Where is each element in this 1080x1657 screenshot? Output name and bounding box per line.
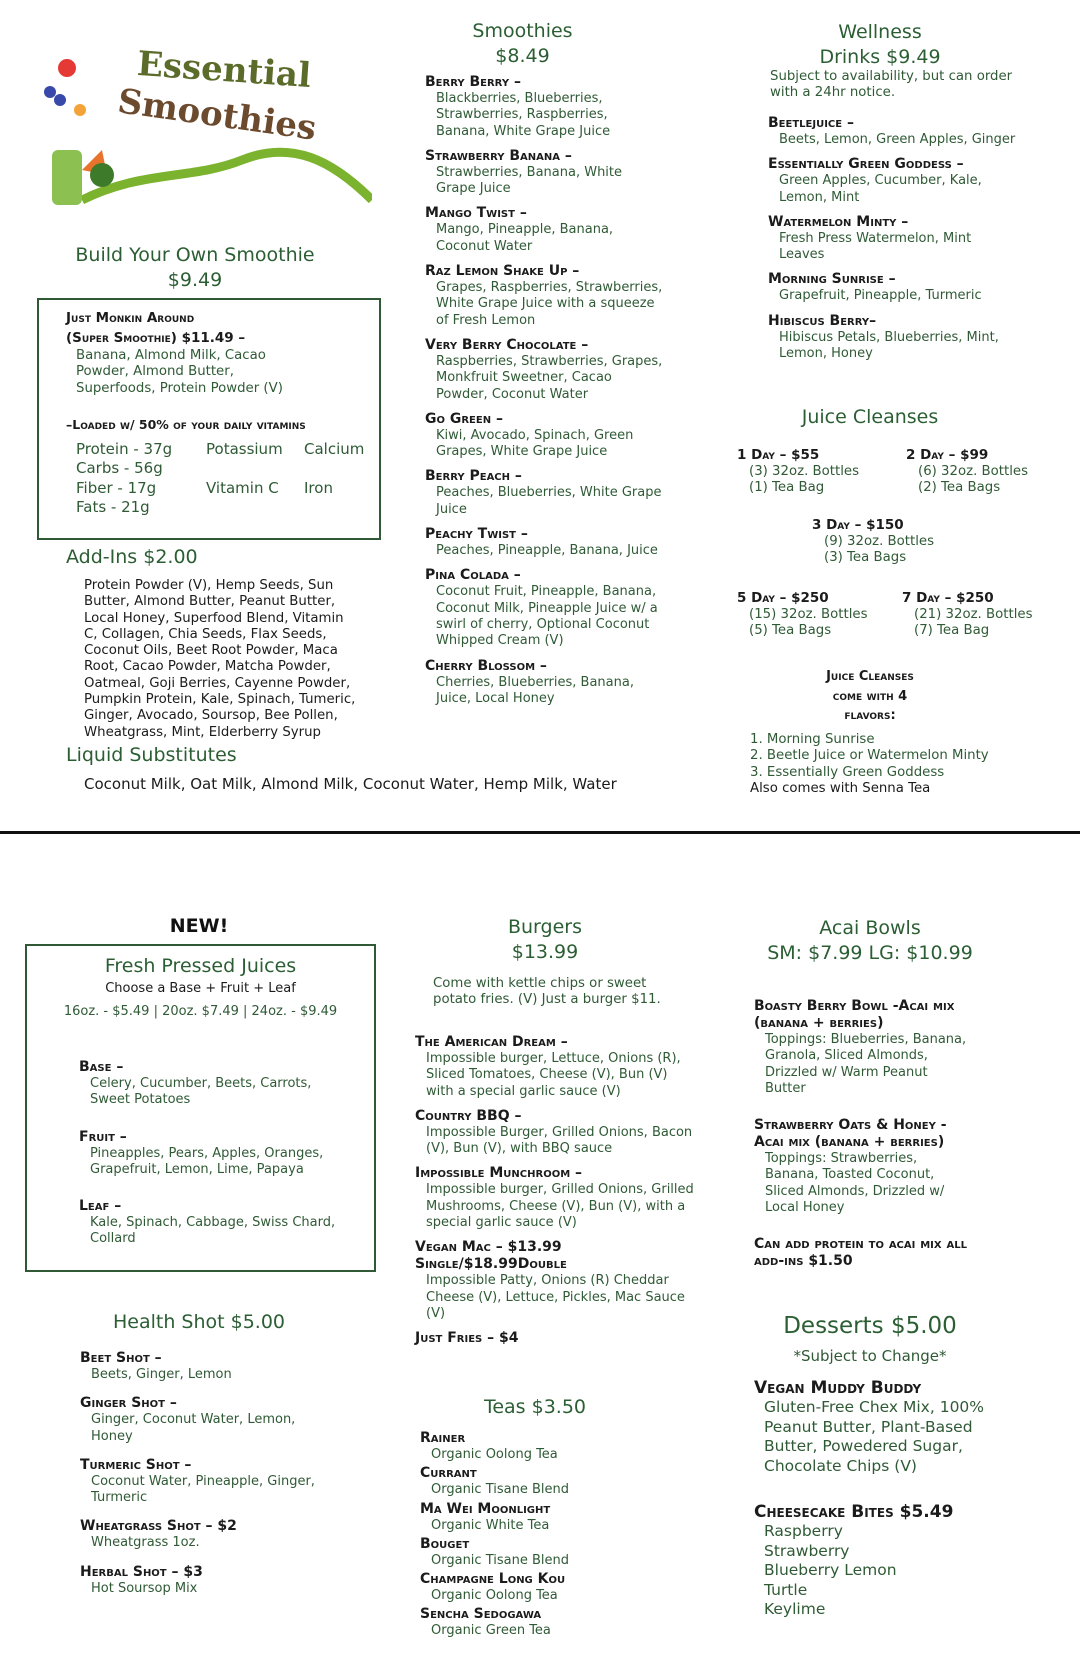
plan-name: 3 Day – $150 <box>812 517 904 533</box>
item-name: Wheatgrass Shot – $2 <box>80 1518 237 1535</box>
menu-item <box>80 1518 340 1551</box>
super-smoothie-name: Just Monkin Around <box>66 310 195 326</box>
item-name: Fruit – <box>79 1128 127 1145</box>
menu-item <box>768 214 1018 264</box>
item-desc: Strawberries, Banana, White Grape Juice <box>436 164 623 197</box>
menu-item <box>425 526 665 559</box>
teas-list <box>420 1422 670 1640</box>
teas-title: Teas $3.50 <box>483 1396 587 1418</box>
liquids-title: Liquid Substitutes <box>66 744 237 766</box>
plan-bottles: (21) 32oz. Bottles <box>914 607 1033 622</box>
item-desc: Coconut Fruit, Pineapple, Banana, Coconut Milk, Pineapple Juice w/ a swirl of cherry, Optional Coconut Whipped Cream (V) <box>436 584 658 649</box>
menu-item <box>425 411 665 461</box>
menu-item <box>768 115 1018 148</box>
item-name: Very Berry Chocolate – <box>425 336 589 353</box>
burgers-price: $13.99 <box>511 941 579 963</box>
menu-item <box>425 205 665 255</box>
burgers-title: Burgers <box>507 916 582 938</box>
nutrient-item <box>304 459 384 479</box>
cleanse-plan <box>737 446 907 497</box>
menu-item <box>79 1059 339 1109</box>
nutrient-item: Calcium <box>304 439 365 458</box>
dessert-name: Cheesecake Bites $5.49 <box>754 1502 954 1522</box>
menu-item <box>420 1606 670 1639</box>
item-desc: Wheatgrass 1oz. <box>91 1535 200 1551</box>
menu-item <box>80 1395 340 1445</box>
item-desc: Beets, Lemon, Green Apples, Ginger <box>779 132 1016 147</box>
item-desc: Peaches, Pineapple, Banana, Juice <box>436 543 658 559</box>
item-name: Herbal Shot – $3 <box>80 1563 203 1580</box>
item-desc: Cherries, Blueberries, Banana, Juice, Local Honey <box>436 674 634 706</box>
addins-list: Protein Powder (V), Hemp Seeds, Sun Butter, Almond Butter, Peanut Butter, Local Honey, Superfood Blend, Vitamin C, Collagen, Chia Seeds, Flax Seeds, Coconut Oils, Beet Root Powder, Maca Root, Cacao Powder, Matcha Powder, Oatmeal, Goji Berries, Cayenne Powder, Pumpkin Protein, Kale, Spinach, Tumeric, Ginger, Avocado, Soursop, Bee Pollen, Wheatgrass, Mint, Elderberry Syrup <box>84 578 356 740</box>
cleanse-flavors <box>750 732 989 797</box>
item-name: Leaf – <box>79 1198 122 1215</box>
plan-tea: (1) Tea Bag <box>749 480 825 496</box>
item-name: Ginger Shot – <box>80 1395 177 1412</box>
item-name: Strawberry Banana – <box>425 147 572 164</box>
fresh-list <box>79 1051 339 1248</box>
menu-item <box>415 1108 695 1158</box>
nutrient-item <box>206 498 304 518</box>
super-smoothie-desc: Banana, Almond Milk, Cacao Powder, Almond Butter, Superfoods, Protein Powder (V) <box>76 348 283 396</box>
item-desc: Fresh Press Watermelon, Mint Leaves <box>779 230 972 263</box>
burgers-header <box>440 915 650 965</box>
nutrient-item: Potassium <box>206 439 283 458</box>
item-desc: Beets, Ginger, Lemon <box>91 1367 232 1382</box>
item-name: Hibiscus Berry– <box>768 312 877 329</box>
plan-bottles: (15) 32oz. Bottles <box>749 607 868 622</box>
menu-item <box>754 1117 969 1216</box>
plan-tea: (2) Tea Bags <box>918 480 1001 496</box>
acai-price: SM: $7.99 LG: $10.99 <box>767 942 973 964</box>
item-name: Vegan Mac – $13.99 Single/$18.99Double <box>415 1239 567 1273</box>
item-name: Currant <box>420 1465 477 1482</box>
desserts-title: Desserts $5.00 <box>783 1313 957 1339</box>
item-desc: Pineapples, Pears, Apples, Oranges, Grapefruit, Lemon, Lime, Papaya <box>90 1145 324 1177</box>
plan-name: 2 Day – $99 <box>906 447 989 463</box>
item-desc: Green Apples, Cucumber, Kale, Lemon, Mint <box>779 173 982 205</box>
menu-item <box>754 1236 969 1270</box>
flavor-item: 1. Morning Sunrise <box>750 732 875 747</box>
menu-item <box>754 998 969 1097</box>
item-desc: Coconut Water, Pineapple, Ginger, Turmeric <box>91 1473 315 1506</box>
item-name: Boasty Berry Bowl -Acai mix (banana + berries) <box>754 998 955 1031</box>
item-desc: Impossible Patty, Onions (R) Cheddar Cheese (V), Lettuce, Pickles, Mac Sauce (V) <box>426 1273 685 1321</box>
item-desc: Organic Green Tea <box>431 1623 551 1639</box>
super-smoothie-price: (Super Smoothie) $11.49 – <box>66 330 246 346</box>
item-desc: Impossible burger, Grilled Onions, Grilled Mushrooms, Cheese (V), Bun (V), with a special garlic sauce (V) <box>426 1182 694 1231</box>
super-smoothie-box <box>37 298 381 540</box>
item-desc: Hot Soursop Mix <box>91 1580 198 1596</box>
cleanse-plan <box>812 516 982 567</box>
fresh-title: Fresh Pressed Juices <box>104 955 297 977</box>
plan-bottles: (6) 32oz. Bottles <box>918 464 1029 479</box>
item-desc: Kale, Spinach, Cabbage, Swiss Chard, Collard <box>90 1215 336 1247</box>
logo-text-essential: Essential <box>135 43 313 97</box>
fresh-sub: Choose a Base + Fruit + Leaf <box>105 981 296 996</box>
menu-item <box>420 1571 670 1604</box>
item-name: The American Dream – <box>415 1034 568 1050</box>
item-name: Beetlejuice – <box>768 115 854 131</box>
menu-item <box>420 1536 670 1569</box>
plan-name: 1 Day – $55 <box>737 447 820 463</box>
menu-item <box>425 263 665 329</box>
item-desc: Celery, Cucumber, Beets, Carrots, Sweet Potatoes <box>90 1076 312 1108</box>
cleanse-note-2: come with 4 <box>832 688 908 704</box>
dessert-name: Vegan Muddy Buddy <box>754 1378 922 1398</box>
plan-tea: (5) Tea Bags <box>749 623 832 639</box>
menu-item <box>80 1350 340 1383</box>
menu-item <box>768 156 1018 206</box>
item-desc: Blackberries, Blueberries, Strawberries, Raspberries, Banana, White Grape Juice <box>436 91 611 139</box>
item-name: Berry Berry – <box>425 74 521 90</box>
build-price: $9.49 <box>167 269 223 291</box>
nutrient-item: Vitamin C <box>206 478 279 497</box>
addins-title: Add-Ins $2.00 <box>66 546 198 568</box>
cleanse-note-3: flavors: <box>844 708 896 723</box>
menu-item <box>80 1564 340 1597</box>
cleanse-note <box>770 667 970 726</box>
logo-text-smoothies: Smoothies <box>115 81 319 149</box>
acai-header <box>760 916 980 966</box>
new-label: NEW! <box>169 915 229 937</box>
acai-list <box>754 990 969 1270</box>
smoothies-list <box>425 66 665 707</box>
plan-bottles: (3) 32oz. Bottles <box>749 464 860 479</box>
build-section-title <box>20 243 370 293</box>
plan-tea: (3) Tea Bags <box>824 550 907 566</box>
item-desc: Organic Oolong Tea <box>431 1447 558 1462</box>
item-name: Bouget <box>420 1535 470 1552</box>
item-name: Pina Colada – <box>425 567 521 584</box>
menu-item <box>415 1165 695 1231</box>
menu-item <box>768 313 1018 363</box>
item-name: Cherry Blossom – <box>425 657 547 674</box>
item-desc: Organic Tisane Blend <box>431 1552 569 1568</box>
menu-item <box>768 271 1018 304</box>
item-desc: Ginger, Coconut Water, Lemon, Honey <box>91 1412 296 1444</box>
plan-bottles: (9) 32oz. Bottles <box>824 534 935 549</box>
menu-item <box>420 1430 670 1463</box>
menu-item <box>79 1198 339 1248</box>
loaded-note: –Loaded w/ 50% of your daily vitamins <box>66 416 306 432</box>
item-name: Just Fries – $4 <box>415 1330 519 1347</box>
item-desc: Toppings: Blueberries, Banana, Granola, Sliced Almonds, Drizzled w/ Warm Peanut Butter <box>765 1032 967 1096</box>
item-name: Champagne Long Kou <box>420 1571 566 1588</box>
item-desc: Grapes, Raspberries, Strawberries, White Grape Juice with a squeeze of Fresh Lemon <box>436 280 663 328</box>
cleanse-plan <box>902 589 1072 640</box>
wellness-header <box>780 20 980 70</box>
logo <box>42 43 372 235</box>
burgers-list <box>415 1026 695 1347</box>
item-name: Go Green – <box>425 410 503 427</box>
desserts-list <box>754 1378 994 1620</box>
wellness-note: Subject to availability, but can order with a 24hr notice. <box>770 69 1013 101</box>
shots-title: Health Shot $5.00 <box>112 1311 286 1333</box>
section-divider <box>0 831 1080 834</box>
menu-item <box>80 1457 340 1507</box>
smoothies-title: Smoothies <box>472 20 573 42</box>
item-name: Essentially Green Goddess – <box>768 156 964 173</box>
menu-item <box>425 567 665 649</box>
item-name: Morning Sunrise – <box>768 271 896 288</box>
item-name: Berry Peach – <box>425 468 522 485</box>
wellness-title: Wellness <box>838 21 922 43</box>
menu-item <box>425 148 665 198</box>
nutrient-item: Carbs - 56g <box>76 459 163 478</box>
item-name: Turmeric Shot – <box>80 1456 192 1473</box>
menu-item <box>415 1034 695 1100</box>
item-name: Can add protein to acai mix all add-ins $1.50 <box>754 1236 967 1270</box>
plan-tea: (7) Tea Bag <box>914 623 990 639</box>
cleanse-plan <box>737 589 907 640</box>
item-name: Raz Lemon Shake Up – <box>425 263 580 280</box>
item-desc: Peaches, Blueberries, White Grape Juice <box>436 485 662 517</box>
item-name: Sencha Sedogawa <box>420 1606 542 1623</box>
menu-item <box>420 1465 670 1498</box>
item-name: Country BBQ – <box>415 1107 522 1124</box>
item-name: Strawberry Oats & Honey -Acai mix (banana + berries) <box>754 1117 947 1151</box>
nutrient-item <box>206 459 304 479</box>
nutrient-item <box>304 498 384 518</box>
nutrient-item: Iron <box>304 478 333 497</box>
cleanses-title: Juice Cleanses <box>801 406 939 428</box>
dessert-desc: Gluten-Free Chex Mix, 100% Peanut Butter, Plant-Based Butter, Powedered Sugar, Chocolate Chips (V) <box>764 1398 985 1475</box>
menu-item <box>415 1239 695 1322</box>
smoothies-header <box>420 19 625 69</box>
nutrient-item: Protein - 37g <box>76 439 173 458</box>
nutrient-item: Fiber - 17g <box>76 478 157 497</box>
item-name: Beet Shot – <box>80 1350 162 1366</box>
desserts-note: *Subject to Change* <box>793 1347 947 1365</box>
item-desc: Hibiscus Petals, Blueberries, Mint, Lemon, Honey <box>779 329 999 362</box>
nutrients-grid <box>66 440 366 518</box>
fresh-juices-box <box>25 944 376 1272</box>
menu-item <box>425 468 665 518</box>
item-desc: Raspberries, Strawberries, Grapes, Monkfruit Sweetner, Cacao Powder, Coconut Water <box>436 353 663 402</box>
cleanse-note-1: Juice Cleanses <box>826 669 914 684</box>
item-desc: Organic Tisane Blend <box>431 1482 569 1498</box>
menu-item <box>420 1501 670 1534</box>
item-name: Rainer <box>420 1430 466 1446</box>
burgers-note: Come with kettle chips or sweet potato fries. (V) Just a burger $11. <box>433 976 661 1008</box>
cleanse-plan <box>906 446 1076 497</box>
nutrient-item: Fats - 21g <box>76 498 150 517</box>
wellness-title-price: Drinks $9.49 <box>819 46 941 68</box>
item-desc: Kiwi, Avocado, Spinach, Green Grapes, White Grape Juice <box>436 427 634 460</box>
item-desc: Impossible burger, Lettuce, Onions (R), Sliced Tomatoes, Cheese (V), Bun (V) with a special garlic sauce (V) <box>426 1051 681 1099</box>
plan-name: 7 Day – $250 <box>902 590 994 606</box>
item-desc: Mango, Pineapple, Banana, Coconut Water <box>436 222 614 254</box>
item-desc: Organic Oolong Tea <box>431 1588 558 1604</box>
flavor-item: 3. Essentially Green Goddess <box>750 764 945 780</box>
flavor-item: 2. Beetle Juice or Watermelon Minty <box>750 748 989 764</box>
item-name: Impossible Munchroom – <box>415 1165 583 1182</box>
item-desc: Organic White Tea <box>431 1517 550 1533</box>
item-desc: Grapefruit, Pineapple, Turmeric <box>779 288 982 304</box>
item-name: Watermelon Minty – <box>768 213 909 230</box>
smoothies-price: $8.49 <box>495 45 550 67</box>
shots-list <box>80 1342 340 1597</box>
wellness-list <box>768 107 1018 362</box>
menu-item <box>425 658 665 708</box>
fresh-sizes: 16oz. - $5.49 | 20oz. $7.49 | 24oz. - $9.49 <box>63 1004 338 1019</box>
item-name: Peachy Twist – <box>425 526 528 543</box>
dessert-desc: Raspberry Strawberry Blueberry Lemon Turtle Keylime <box>764 1522 897 1618</box>
menu-item <box>425 337 665 403</box>
item-desc: Toppings: Strawberries, Banana, Toasted Coconut, Sliced Almonds, Drizzled w/ Local Honey <box>765 1151 945 1216</box>
menu-item <box>425 74 665 140</box>
flavor-item: Also comes with Senna Tea <box>750 780 931 796</box>
item-name: Mango Twist – <box>425 205 527 222</box>
liquids-list: Coconut Milk, Oat Milk, Almond Milk, Coconut Water, Hemp Milk, Water <box>84 775 617 793</box>
item-desc: Impossible Burger, Grilled Onions, Bacon (V), Bun (V), with BBQ sauce <box>426 1124 693 1157</box>
item-name: Ma Wei Moonlight <box>420 1500 551 1517</box>
build-title: Build Your Own Smoothie <box>75 244 315 266</box>
acai-title: Acai Bowls <box>819 917 921 939</box>
item-name: Base – <box>79 1059 124 1075</box>
menu-item <box>415 1330 695 1347</box>
plan-name: 5 Day – $250 <box>737 590 829 606</box>
menu-item <box>79 1129 339 1179</box>
